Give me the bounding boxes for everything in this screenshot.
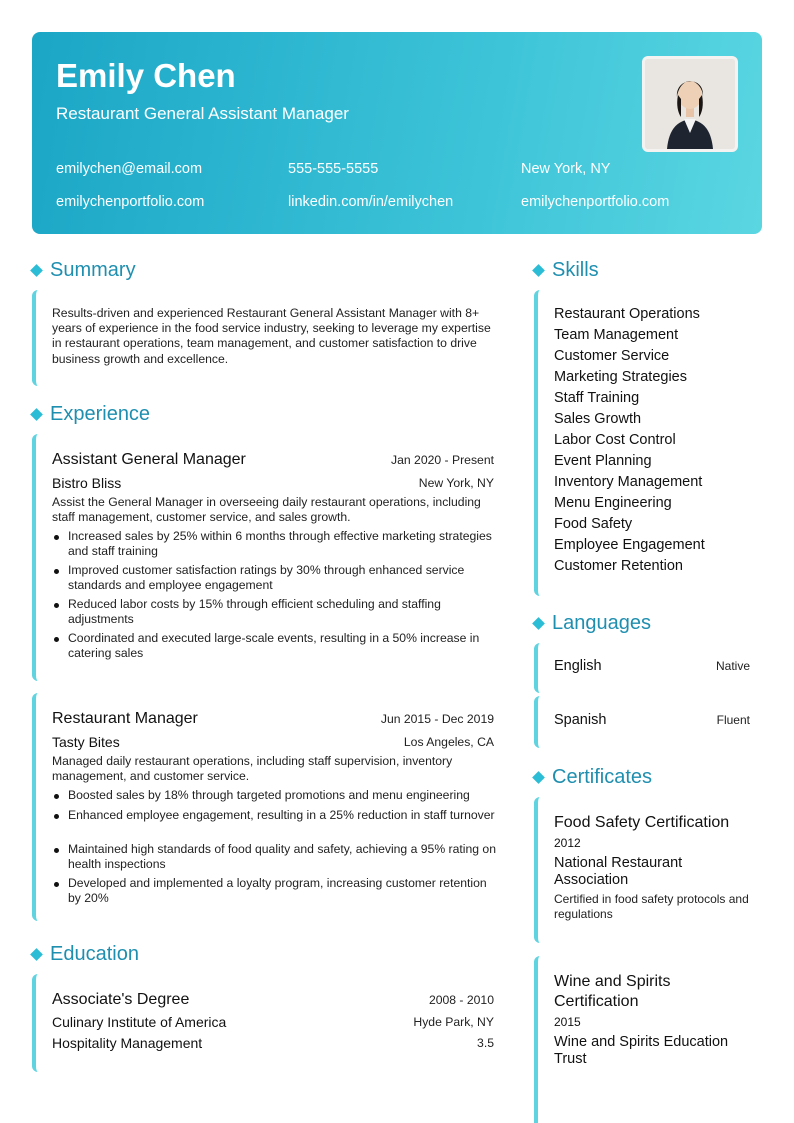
profile-photo — [642, 56, 738, 152]
experience-heading — [32, 402, 150, 426]
contact-email[interactable]: emilychen@email.com — [56, 161, 203, 177]
company-name: Bistro Bliss — [52, 475, 122, 491]
skill-item: Inventory Management — [554, 474, 703, 490]
skills-heading — [534, 258, 599, 282]
skill-item: Sales Growth — [554, 411, 642, 427]
certificate-description: Certified in food safety protocols and regulations — [554, 892, 749, 921]
summary-block — [32, 290, 502, 386]
achievement-bullet: Reduced labor costs by 15% through efficient scheduling and staffing adjustments — [52, 597, 497, 627]
skill-item: Menu Engineering — [554, 495, 672, 511]
experience-item — [32, 693, 502, 921]
skill-item: Customer Retention — [554, 558, 683, 574]
job-title: Restaurant Manager — [52, 710, 198, 727]
certificate-name: Food Safety Certification — [554, 814, 730, 831]
portrait-image — [645, 59, 735, 149]
candidate-title: Restaurant General Assistant Manager — [56, 104, 349, 123]
job-description: Assist the General Manager in overseeing daily restaurant operations, including staff management, customer service, and sales growth. — [52, 495, 481, 524]
skill-item: Team Management — [554, 327, 679, 343]
school-location: Hyde Park, NY — [413, 1015, 494, 1029]
job-dates: Jan 2020 - Present — [391, 453, 494, 467]
certificate-year: 2015 — [554, 1015, 581, 1029]
degree-name: Associate's Degree — [52, 991, 190, 1008]
job-dates: Jun 2015 - Dec 2019 — [380, 712, 494, 726]
diamond-icon — [30, 264, 43, 277]
skill-item: Food Safety — [554, 516, 633, 532]
education-dates: 2008 - 2010 — [428, 993, 494, 1007]
skill-item: Marketing Strategies — [554, 369, 687, 385]
skill-item: Staff Training — [554, 390, 640, 406]
contact-linkedin[interactable]: linkedin.com/in/emilychen — [288, 194, 454, 210]
summary-text: Results-driven and experienced Restaurant General Assistant Manager with 8+ years of experience in the food service industry, seeking to leverage my expertise in restaurant operations, team management, and customer satisfaction to drive business growth and excellence. — [52, 306, 491, 366]
certificate-name: Wine and Spirits Certification — [554, 973, 671, 1010]
experience-title: Experience — [50, 403, 151, 425]
gpa-value: 3.5 — [477, 1036, 494, 1050]
resume-header — [32, 32, 762, 234]
diamond-icon — [532, 771, 545, 784]
language-level: Fluent — [716, 713, 750, 727]
languages-heading — [534, 611, 651, 635]
certificate-item — [534, 956, 762, 1123]
certificate-year: 2012 — [554, 836, 581, 850]
skill-item: Employee Engagement — [554, 537, 705, 553]
achievement-bullet: Developed and implemented a loyalty program, increasing customer retention by 20% — [52, 876, 497, 906]
diamond-icon — [532, 617, 545, 630]
job-location: New York, NY — [418, 476, 494, 490]
achievement-bullet: Coordinated and executed large-scale events, resulting in a 50% increase in catering sales — [52, 631, 497, 661]
diamond-icon — [30, 408, 43, 421]
achievement-bullet: Boosted sales by 18% through targeted promotions and menu engineering — [52, 788, 497, 803]
achievement-bullet: Improved customer satisfaction ratings by 30% through enhanced service standards and employee engagement — [52, 563, 497, 593]
language-item — [534, 696, 762, 748]
certificates-title: Certificates — [552, 766, 653, 788]
certificates-heading — [534, 765, 652, 789]
skill-item: Event Planning — [554, 453, 652, 469]
education-block — [32, 974, 502, 1072]
school-name: Culinary Institute of America — [52, 1014, 227, 1030]
diamond-icon — [30, 948, 43, 961]
achievement-bullet: Enhanced employee engagement, resulting in a 25% reduction in staff turnover — [52, 808, 497, 823]
candidate-name: Emily Chen — [56, 57, 236, 94]
contact-website[interactable]: emilychenportfolio.com — [521, 194, 670, 210]
certificate-item — [534, 797, 762, 943]
job-title: Assistant General Manager — [52, 451, 246, 468]
skill-item: Restaurant Operations — [554, 306, 700, 322]
certificate-issuer: National Restaurant Association — [554, 855, 683, 888]
skill-item: Labor Cost Control — [554, 432, 676, 448]
language-level: Native — [715, 659, 750, 673]
job-description: Managed daily restaurant operations, including staff supervision, inventory management, and customer service. — [52, 754, 453, 783]
languages-title: Languages — [552, 612, 651, 634]
skill-item: Customer Service — [554, 348, 670, 364]
company-name: Tasty Bites — [52, 734, 120, 750]
skills-block — [534, 290, 762, 596]
language-name: English — [554, 658, 602, 674]
contact-location: New York, NY — [521, 161, 611, 177]
contact-phone[interactable]: 555-555-5555 — [288, 161, 379, 177]
education-title: Education — [50, 943, 139, 965]
skills-title: Skills — [552, 259, 599, 281]
job-location: Los Angeles, CA — [403, 735, 494, 749]
language-name: Spanish — [554, 712, 607, 728]
field-of-study: Hospitality Management — [52, 1035, 203, 1051]
language-item — [534, 643, 762, 693]
summary-heading — [32, 258, 136, 282]
certificate-issuer: Wine and Spirits Education Trust — [554, 1034, 729, 1067]
education-heading — [32, 942, 139, 966]
achievement-bullet: Increased sales by 25% within 6 months through effective marketing strategies and staff training — [52, 529, 497, 559]
experience-item — [32, 434, 502, 681]
contact-portfolio[interactable]: emilychenportfolio.com — [56, 194, 205, 210]
diamond-icon — [532, 264, 545, 277]
summary-title: Summary — [50, 259, 136, 281]
achievement-bullet: Maintained high standards of food quality and safety, achieving a 95% rating on health inspections — [52, 842, 497, 872]
